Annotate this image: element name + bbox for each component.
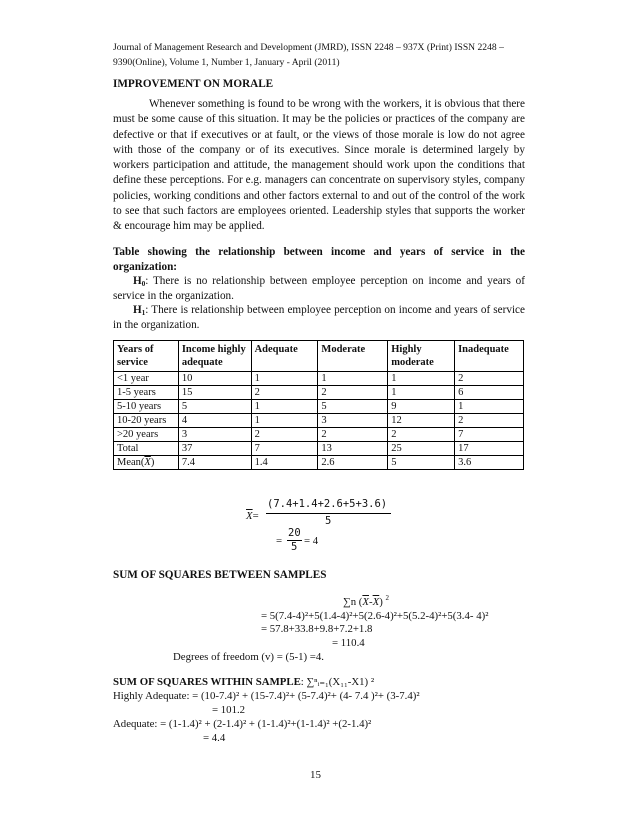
- table-cell: 5: [388, 456, 455, 470]
- table-header-row: [114, 341, 524, 372]
- col-header: Moderate: [318, 341, 388, 372]
- ssb-line-2: = 57.8+33.8+9.8+7.2+1.8: [261, 623, 373, 635]
- table-cell: 4: [178, 414, 251, 428]
- table-cell: 7.4: [178, 456, 251, 470]
- ssb-heading: SUM OF SQUARES BETWEEN SAMPLES: [113, 569, 327, 581]
- col-header: Highly moderate: [388, 341, 455, 372]
- formula-eq2: =: [276, 535, 283, 547]
- table-cell: 1-5 years: [114, 386, 179, 400]
- table-cell: 9: [388, 400, 455, 414]
- ssb-line-1: = 5(7.4-4)²+5(1.4-4)²+5(2.6-4)²+5(5.2-4)²+5(3.4- 4)²: [261, 610, 489, 622]
- table-row-mean: [114, 456, 524, 470]
- table-cell: 5: [178, 400, 251, 414]
- table-cell: 1: [251, 372, 318, 386]
- table-cell: 15: [178, 386, 251, 400]
- table-cell: <1 year: [114, 372, 179, 386]
- header-line-2: 9390(Online), Volume 1, Number 1, January - April (2011): [113, 57, 340, 68]
- adequate-result: = 4.4: [203, 732, 226, 744]
- table-row: [114, 414, 524, 428]
- table-section-heading: Table showing the relationship between income and years of service in the organization:: [113, 246, 525, 273]
- table-cell: 2: [251, 386, 318, 400]
- h1-text: : There is relationship between employee perception on income and years of service in the organization.: [113, 304, 525, 331]
- table-cell: 1: [455, 400, 524, 414]
- table-cell: 7: [455, 428, 524, 442]
- table-cell: 1: [318, 372, 388, 386]
- degrees-of-freedom: Degrees of freedom (v) = (5-1) =4.: [173, 651, 324, 663]
- table-cell: 1.4: [251, 456, 318, 470]
- table-cell: $Mean(\overline{X})$: [114, 456, 179, 470]
- table-cell: 3: [318, 414, 388, 428]
- table-cell: 10-20 years: [114, 414, 179, 428]
- col-header: Adequate: [251, 341, 318, 372]
- table-cell: 3: [178, 428, 251, 442]
- income-years-table: [113, 340, 524, 470]
- page-number: 15: [310, 769, 321, 781]
- ssw-heading: SUM OF SQUARES WITHIN SAMPLE: [113, 676, 301, 688]
- adequate-line: Adequate: = (1-1.4)² + (2-1.4)² + (1-1.4)²+(1-1.4)² +(2-1.4)²: [113, 718, 372, 730]
- table-row: [114, 372, 524, 386]
- formula-xbar: $\overline{X}=$: [246, 510, 259, 522]
- table-cell: 37: [178, 442, 251, 456]
- table-cell: 25: [388, 442, 455, 456]
- table-cell: 2: [251, 428, 318, 442]
- table-cell: 5: [318, 400, 388, 414]
- formula-result: = 4: [304, 535, 319, 547]
- highly-adequate-result: = 101.2: [212, 704, 246, 716]
- ssw-heading-expr: : ∑ⁿᵢ₌₁(X₁₁-X1) ²: [300, 676, 375, 688]
- fraction-bar: [266, 513, 391, 514]
- morale-paragraph: [113, 97, 525, 235]
- table-cell: 1: [388, 386, 455, 400]
- section-heading-morale: IMPROVEMENT ON MORALE: [113, 78, 274, 90]
- table-row: [114, 428, 524, 442]
- table-cell: 10: [178, 372, 251, 386]
- table-cell: 12: [388, 414, 455, 428]
- table-cell: 2: [388, 428, 455, 442]
- morale-paragraph-text: Whenever something is found to be wrong with the workers, it is obvious that there must be some cause of this situation. It may be the policies or practices of the company are defective or that if executives or at fault, or the views of those morale is low do not agree with those of the company or of its executives. Since morale is determined largely by workers participation and attitude, the management should work upon the conditions that define these perceptions. For e.g. managers can concentrate on supervisory styles, company policies, working conditions and other factors external to and out of the control of the work to see that such factors are employees oriented. Leadership styles that supports the worker & encourage him may be applied.: [113, 98, 525, 233]
- table-cell: 13: [318, 442, 388, 456]
- table-cell: 3.6: [455, 456, 524, 470]
- col-header: Years of service: [114, 341, 179, 372]
- col-header: Inadequate: [455, 341, 524, 372]
- table-cell: 1: [251, 414, 318, 428]
- formula-numerator: (7.4+1.4+2.6+5+3.6): [267, 498, 388, 510]
- table-row: [114, 400, 524, 414]
- ssb-line-3: = 110.4: [332, 637, 365, 649]
- header-line-1: Journal of Management Research and Development (JMRD), ISSN 2248 – 937X (Print) ISSN 2248 –: [113, 42, 504, 53]
- col-header: Income highly adequate: [178, 341, 251, 372]
- table-cell: Total: [114, 442, 179, 456]
- table-cell: 17: [455, 442, 524, 456]
- table-cell: 5-10 years: [114, 400, 179, 414]
- table-cell: 2: [455, 372, 524, 386]
- h1-label: $H_1$: [133, 304, 146, 317]
- ssw-heading-line: [113, 676, 374, 689]
- table-cell: 1: [251, 400, 318, 414]
- table-cell: 2: [318, 386, 388, 400]
- formula-denominator: 5: [325, 515, 332, 527]
- table-cell: 7: [251, 442, 318, 456]
- journal-header: [113, 40, 525, 70]
- table-cell: 1: [388, 372, 455, 386]
- table-row-total: [114, 442, 524, 456]
- formula-num2: 20: [288, 527, 301, 539]
- ssb-sum-expression: ∑n $(\overline{X}-\overline{X})$ $^2$: [343, 594, 390, 608]
- hypothesis-h1: [113, 303, 525, 332]
- table-cell: 2: [318, 428, 388, 442]
- table-cell: >20 years: [114, 428, 179, 442]
- formula-den2: 5: [291, 541, 298, 553]
- table-row: [114, 386, 524, 400]
- h0-label: $H_0$: [133, 275, 146, 288]
- table-cell: 2: [455, 414, 524, 428]
- table-cell: 2.6: [318, 456, 388, 470]
- h0-text: : There is no relationship between employee perception on income and years of service in the organization.: [113, 275, 525, 302]
- highly-adequate-line: Highly Adequate: = (10-7.4)² + (15-7.4)²+ (5-7.4)²+ (4- 7.4 )²+ (3-7.4)²: [113, 690, 420, 702]
- table-cell: 6: [455, 386, 524, 400]
- hypothesis-h0: [113, 274, 525, 303]
